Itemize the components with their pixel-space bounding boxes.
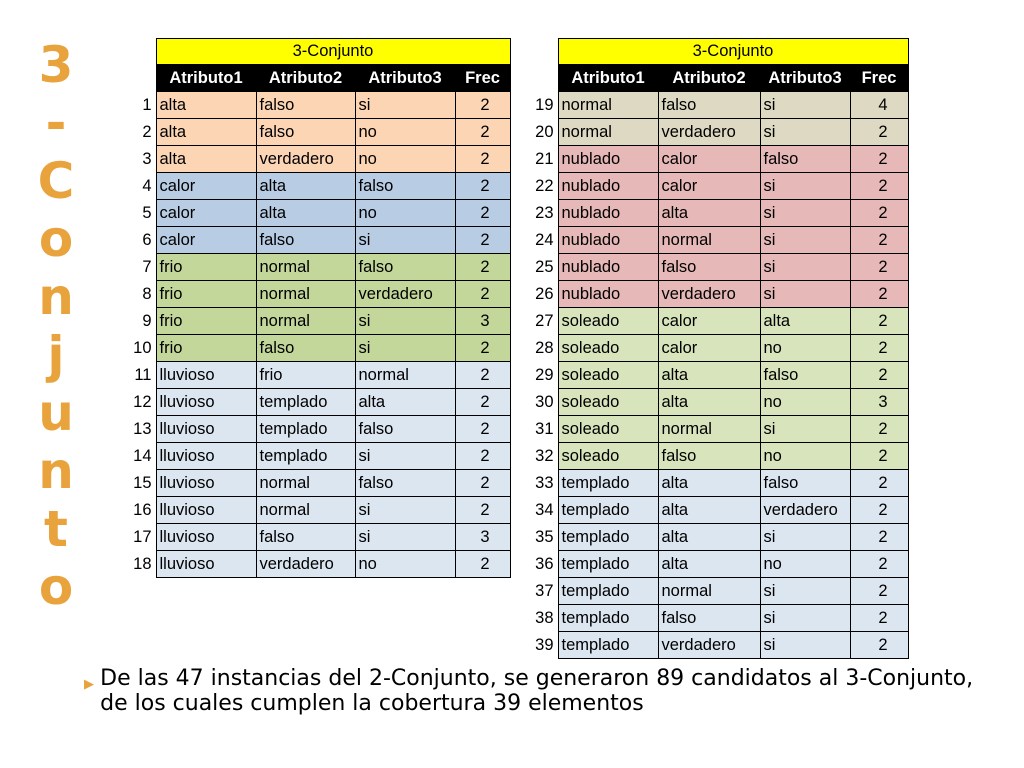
table-row bbox=[516, 578, 908, 605]
cell-atributo1: frio bbox=[156, 254, 256, 281]
cell-atributo2: normal bbox=[658, 227, 760, 254]
cell-atributo2: alta bbox=[658, 524, 760, 551]
table-row bbox=[516, 335, 908, 362]
cell-frec: 2 bbox=[455, 335, 510, 362]
row-number: 4 bbox=[142, 176, 152, 195]
cell-frec: 2 bbox=[455, 551, 510, 578]
cell-atributo1: nublado bbox=[558, 146, 658, 173]
cell-atributo2: alta bbox=[658, 551, 760, 578]
cell-atributo1: nublado bbox=[558, 173, 658, 200]
cell-frec: 2 bbox=[455, 254, 510, 281]
cell-frec: 2 bbox=[455, 362, 510, 389]
row-number: 2 bbox=[142, 122, 152, 141]
cell-atributo1: templado bbox=[558, 551, 658, 578]
cell-atributo3: si bbox=[760, 227, 850, 254]
table-caption: 3-Conjunto bbox=[156, 39, 510, 65]
table-row bbox=[516, 443, 908, 470]
cell-atributo2: verdadero bbox=[256, 146, 355, 173]
table-row bbox=[120, 308, 510, 335]
row-number: 33 bbox=[535, 473, 554, 492]
cell-atributo1: lluvioso bbox=[156, 416, 256, 443]
cell-atributo2: normal bbox=[256, 281, 355, 308]
column-header-frec: Frec bbox=[455, 65, 510, 92]
table-row bbox=[120, 227, 510, 254]
cell-atributo2: alta bbox=[256, 173, 355, 200]
cell-atributo1: alta bbox=[156, 92, 256, 119]
table-row bbox=[516, 524, 908, 551]
table-row bbox=[516, 281, 908, 308]
cell-atributo2: falso bbox=[658, 92, 760, 119]
table-row bbox=[516, 146, 908, 173]
table-caption: 3-Conjunto bbox=[558, 39, 908, 65]
row-number: 31 bbox=[535, 419, 554, 438]
table-row bbox=[120, 146, 510, 173]
row-number: 3 bbox=[142, 149, 152, 168]
row-number: 19 bbox=[535, 95, 554, 114]
row-number: 38 bbox=[535, 608, 554, 627]
cell-atributo2: alta bbox=[658, 389, 760, 416]
cell-frec: 2 bbox=[455, 227, 510, 254]
title-letter: u bbox=[38, 384, 74, 442]
cell-atributo3: si bbox=[355, 308, 455, 335]
cell-atributo3: falso bbox=[760, 470, 850, 497]
cell-atributo3: verdadero bbox=[355, 281, 455, 308]
table-row bbox=[516, 119, 908, 146]
cell-atributo1: calor bbox=[156, 200, 256, 227]
table-row bbox=[516, 254, 908, 281]
cell-atributo2: normal bbox=[658, 578, 760, 605]
row-number: 25 bbox=[535, 257, 554, 276]
cell-atributo2: normal bbox=[256, 308, 355, 335]
column-header-atributo3: Atributo3 bbox=[760, 65, 850, 92]
cell-atributo1: lluvioso bbox=[156, 389, 256, 416]
cell-atributo2: verdadero bbox=[658, 632, 760, 659]
cell-atributo3: si bbox=[760, 605, 850, 632]
row-number: 26 bbox=[535, 284, 554, 303]
cell-atributo3: no bbox=[760, 389, 850, 416]
cell-atributo3: alta bbox=[760, 308, 850, 335]
cell-atributo3: si bbox=[760, 173, 850, 200]
cell-atributo3: no bbox=[355, 200, 455, 227]
cell-frec: 2 bbox=[455, 443, 510, 470]
cell-atributo1: alta bbox=[156, 119, 256, 146]
column-header-atributo2: Atributo2 bbox=[256, 65, 355, 92]
cell-atributo2: frio bbox=[256, 362, 355, 389]
cell-frec: 2 bbox=[455, 281, 510, 308]
cell-atributo2: alta bbox=[256, 200, 355, 227]
cell-atributo2: falso bbox=[256, 227, 355, 254]
title-letter: - bbox=[45, 94, 67, 152]
row-number: 13 bbox=[133, 419, 152, 438]
cell-atributo2: verdadero bbox=[658, 281, 760, 308]
cell-atributo1: soleado bbox=[558, 362, 658, 389]
row-number: 29 bbox=[535, 365, 554, 384]
cell-atributo1: normal bbox=[558, 119, 658, 146]
cell-atributo1: lluvioso bbox=[156, 362, 256, 389]
row-number: 34 bbox=[535, 500, 554, 519]
table-row bbox=[516, 389, 908, 416]
cell-atributo2: falso bbox=[256, 119, 355, 146]
title-letter: C bbox=[37, 152, 75, 210]
cell-atributo3: falso bbox=[355, 173, 455, 200]
cell-atributo2: normal bbox=[256, 497, 355, 524]
table-row bbox=[516, 632, 908, 659]
cell-atributo1: nublado bbox=[558, 254, 658, 281]
cell-frec: 2 bbox=[850, 551, 908, 578]
cell-frec: 2 bbox=[455, 470, 510, 497]
row-number: 22 bbox=[535, 176, 554, 195]
cell-atributo3: si bbox=[355, 227, 455, 254]
vertical-title bbox=[34, 36, 78, 616]
row-number: 18 bbox=[133, 554, 152, 573]
row-number: 16 bbox=[133, 500, 152, 519]
cell-frec: 2 bbox=[850, 119, 908, 146]
cell-frec: 2 bbox=[850, 416, 908, 443]
cell-frec: 2 bbox=[850, 605, 908, 632]
cell-atributo1: soleado bbox=[558, 308, 658, 335]
cell-frec: 2 bbox=[850, 443, 908, 470]
row-number: 32 bbox=[535, 446, 554, 465]
cell-atributo3: si bbox=[760, 92, 850, 119]
cell-frec: 2 bbox=[850, 362, 908, 389]
cell-frec: 2 bbox=[850, 470, 908, 497]
cell-atributo3: no bbox=[355, 119, 455, 146]
bullet-text: De las 47 instancias del 2-Conjunto, se generaron 89 candidatos al 3-Conjunto, de los cuales cumplen la cobertura 39 elementos bbox=[100, 666, 974, 716]
row-number: 11 bbox=[134, 365, 152, 384]
cell-atributo1: templado bbox=[558, 524, 658, 551]
cell-atributo1: lluvioso bbox=[156, 497, 256, 524]
cell-atributo3: si bbox=[760, 281, 850, 308]
cell-atributo2: calor bbox=[658, 335, 760, 362]
cell-frec: 2 bbox=[455, 173, 510, 200]
title-letter: o bbox=[38, 210, 74, 268]
cell-atributo3: no bbox=[355, 146, 455, 173]
row-number: 30 bbox=[535, 392, 554, 411]
cell-frec: 2 bbox=[455, 119, 510, 146]
cell-atributo1: templado bbox=[558, 632, 658, 659]
cell-atributo3: alta bbox=[355, 389, 455, 416]
cell-atributo1: nublado bbox=[558, 281, 658, 308]
cell-frec: 2 bbox=[850, 281, 908, 308]
cell-atributo1: lluvioso bbox=[156, 524, 256, 551]
row-number: 21 bbox=[535, 149, 554, 168]
column-header-atributo1: Atributo1 bbox=[156, 65, 256, 92]
cell-atributo2: falso bbox=[256, 92, 355, 119]
row-number: 14 bbox=[133, 446, 152, 465]
cell-frec: 2 bbox=[455, 497, 510, 524]
cell-atributo1: templado bbox=[558, 497, 658, 524]
cell-atributo3: normal bbox=[355, 362, 455, 389]
table-row bbox=[120, 281, 510, 308]
table-row bbox=[516, 200, 908, 227]
cell-atributo1: frio bbox=[156, 308, 256, 335]
table-row bbox=[120, 551, 510, 578]
title-letter: t bbox=[44, 500, 68, 558]
row-number: 37 bbox=[535, 581, 554, 600]
table-row bbox=[120, 443, 510, 470]
table-row bbox=[120, 497, 510, 524]
cell-atributo2: verdadero bbox=[256, 551, 355, 578]
cell-atributo3: si bbox=[355, 335, 455, 362]
right-itemset-table bbox=[516, 38, 909, 659]
cell-atributo2: normal bbox=[658, 416, 760, 443]
title-letter: j bbox=[47, 326, 65, 384]
cell-atributo1: templado bbox=[558, 578, 658, 605]
table-row bbox=[120, 389, 510, 416]
table-row bbox=[516, 416, 908, 443]
table-row bbox=[120, 119, 510, 146]
cell-atributo3: si bbox=[355, 497, 455, 524]
table-row bbox=[516, 551, 908, 578]
title-letter: o bbox=[38, 558, 74, 616]
column-header-frec: Frec bbox=[850, 65, 908, 92]
cell-atributo3: verdadero bbox=[760, 497, 850, 524]
cell-frec: 2 bbox=[850, 497, 908, 524]
row-number: 24 bbox=[535, 230, 554, 249]
cell-frec: 2 bbox=[850, 254, 908, 281]
cell-frec: 3 bbox=[850, 389, 908, 416]
cell-atributo3: no bbox=[760, 443, 850, 470]
cell-frec: 2 bbox=[455, 92, 510, 119]
cell-frec: 2 bbox=[850, 173, 908, 200]
table-row bbox=[516, 497, 908, 524]
cell-atributo3: no bbox=[760, 551, 850, 578]
cell-atributo2: falso bbox=[256, 335, 355, 362]
row-number: 6 bbox=[142, 230, 152, 249]
table-row bbox=[120, 200, 510, 227]
cell-atributo3: si bbox=[355, 524, 455, 551]
cell-atributo3: si bbox=[760, 524, 850, 551]
column-header-atributo1: Atributo1 bbox=[558, 65, 658, 92]
table-row bbox=[120, 335, 510, 362]
table-row bbox=[120, 524, 510, 551]
table-row bbox=[516, 227, 908, 254]
cell-atributo1: soleado bbox=[558, 389, 658, 416]
row-number: 1 bbox=[142, 95, 152, 114]
row-number: 35 bbox=[535, 527, 554, 546]
cell-frec: 2 bbox=[850, 308, 908, 335]
cell-frec: 2 bbox=[455, 389, 510, 416]
row-number: 17 bbox=[133, 527, 152, 546]
title-letter: 3 bbox=[38, 36, 74, 94]
cell-atributo2: verdadero bbox=[658, 119, 760, 146]
cell-atributo3: falso bbox=[355, 470, 455, 497]
cell-atributo3: si bbox=[760, 578, 850, 605]
cell-atributo3: falso bbox=[760, 146, 850, 173]
row-number: 39 bbox=[535, 635, 554, 654]
row-number: 8 bbox=[142, 284, 152, 303]
row-number: 5 bbox=[142, 203, 152, 222]
cell-atributo1: soleado bbox=[558, 335, 658, 362]
cell-atributo1: alta bbox=[156, 146, 256, 173]
cell-frec: 2 bbox=[455, 416, 510, 443]
cell-atributo3: si bbox=[355, 92, 455, 119]
cell-frec: 2 bbox=[850, 146, 908, 173]
cell-atributo2: alta bbox=[658, 470, 760, 497]
cell-atributo2: falso bbox=[658, 443, 760, 470]
cell-atributo1: lluvioso bbox=[156, 551, 256, 578]
row-number: 36 bbox=[535, 554, 554, 573]
cell-frec: 4 bbox=[850, 92, 908, 119]
cell-atributo1: lluvioso bbox=[156, 443, 256, 470]
left-itemset-table bbox=[120, 38, 511, 578]
cell-atributo2: falso bbox=[256, 524, 355, 551]
cell-atributo2: calor bbox=[658, 173, 760, 200]
cell-atributo1: calor bbox=[156, 173, 256, 200]
cell-atributo3: si bbox=[760, 119, 850, 146]
row-number: 10 bbox=[133, 338, 152, 357]
cell-atributo2: falso bbox=[658, 254, 760, 281]
row-number: 15 bbox=[133, 473, 152, 492]
cell-atributo3: no bbox=[355, 551, 455, 578]
cell-atributo2: alta bbox=[658, 200, 760, 227]
row-number: 28 bbox=[535, 338, 554, 357]
cell-atributo3: si bbox=[760, 632, 850, 659]
table-row bbox=[120, 173, 510, 200]
cell-atributo1: soleado bbox=[558, 416, 658, 443]
table-row bbox=[120, 470, 510, 497]
row-number: 27 bbox=[535, 311, 554, 330]
cell-atributo2: templado bbox=[256, 416, 355, 443]
cell-atributo3: no bbox=[760, 335, 850, 362]
cell-atributo2: normal bbox=[256, 254, 355, 281]
cell-atributo1: frio bbox=[156, 281, 256, 308]
cell-atributo3: falso bbox=[355, 416, 455, 443]
row-number: 9 bbox=[142, 311, 152, 330]
cell-atributo1: normal bbox=[558, 92, 658, 119]
cell-atributo2: calor bbox=[658, 146, 760, 173]
cell-atributo1: lluvioso bbox=[156, 470, 256, 497]
cell-atributo2: normal bbox=[256, 470, 355, 497]
table-row bbox=[120, 92, 510, 119]
cell-atributo1: calor bbox=[156, 227, 256, 254]
title-letter: n bbox=[38, 442, 74, 500]
table-row bbox=[516, 470, 908, 497]
table-row bbox=[120, 416, 510, 443]
row-number: 7 bbox=[142, 257, 152, 276]
column-header-atributo2: Atributo2 bbox=[658, 65, 760, 92]
table-row bbox=[120, 254, 510, 281]
cell-frec: 2 bbox=[850, 578, 908, 605]
cell-atributo3: falso bbox=[355, 254, 455, 281]
cell-atributo2: calor bbox=[658, 308, 760, 335]
row-number: 20 bbox=[535, 122, 554, 141]
cell-frec: 2 bbox=[455, 200, 510, 227]
cell-atributo1: nublado bbox=[558, 200, 658, 227]
cell-atributo2: templado bbox=[256, 389, 355, 416]
cell-atributo1: templado bbox=[558, 470, 658, 497]
cell-frec: 3 bbox=[455, 524, 510, 551]
row-number: 23 bbox=[535, 203, 554, 222]
table-row bbox=[516, 605, 908, 632]
cell-frec: 2 bbox=[850, 200, 908, 227]
cell-atributo1: frio bbox=[156, 335, 256, 362]
cell-atributo2: falso bbox=[658, 605, 760, 632]
cell-atributo1: templado bbox=[558, 605, 658, 632]
cell-frec: 3 bbox=[455, 308, 510, 335]
cell-atributo3: si bbox=[355, 443, 455, 470]
cell-atributo2: alta bbox=[658, 497, 760, 524]
table-row bbox=[516, 92, 908, 119]
row-number: 12 bbox=[133, 392, 152, 411]
title-letter: n bbox=[38, 268, 74, 326]
cell-atributo3: si bbox=[760, 416, 850, 443]
cell-atributo3: si bbox=[760, 254, 850, 281]
cell-atributo3: falso bbox=[760, 362, 850, 389]
column-header-atributo3: Atributo3 bbox=[355, 65, 455, 92]
cell-frec: 2 bbox=[850, 335, 908, 362]
cell-atributo1: nublado bbox=[558, 227, 658, 254]
cell-atributo2: templado bbox=[256, 443, 355, 470]
table-row bbox=[120, 362, 510, 389]
table-row bbox=[516, 362, 908, 389]
cell-atributo3: si bbox=[760, 200, 850, 227]
cell-atributo1: soleado bbox=[558, 443, 658, 470]
cell-frec: 2 bbox=[850, 227, 908, 254]
table-row bbox=[516, 308, 908, 335]
bullet-point bbox=[84, 666, 984, 716]
cell-frec: 2 bbox=[455, 146, 510, 173]
cell-frec: 2 bbox=[850, 524, 908, 551]
cell-atributo2: alta bbox=[658, 362, 760, 389]
table-row bbox=[516, 173, 908, 200]
cell-frec: 2 bbox=[850, 632, 908, 659]
triangle-right-icon: ▶ bbox=[84, 676, 94, 691]
